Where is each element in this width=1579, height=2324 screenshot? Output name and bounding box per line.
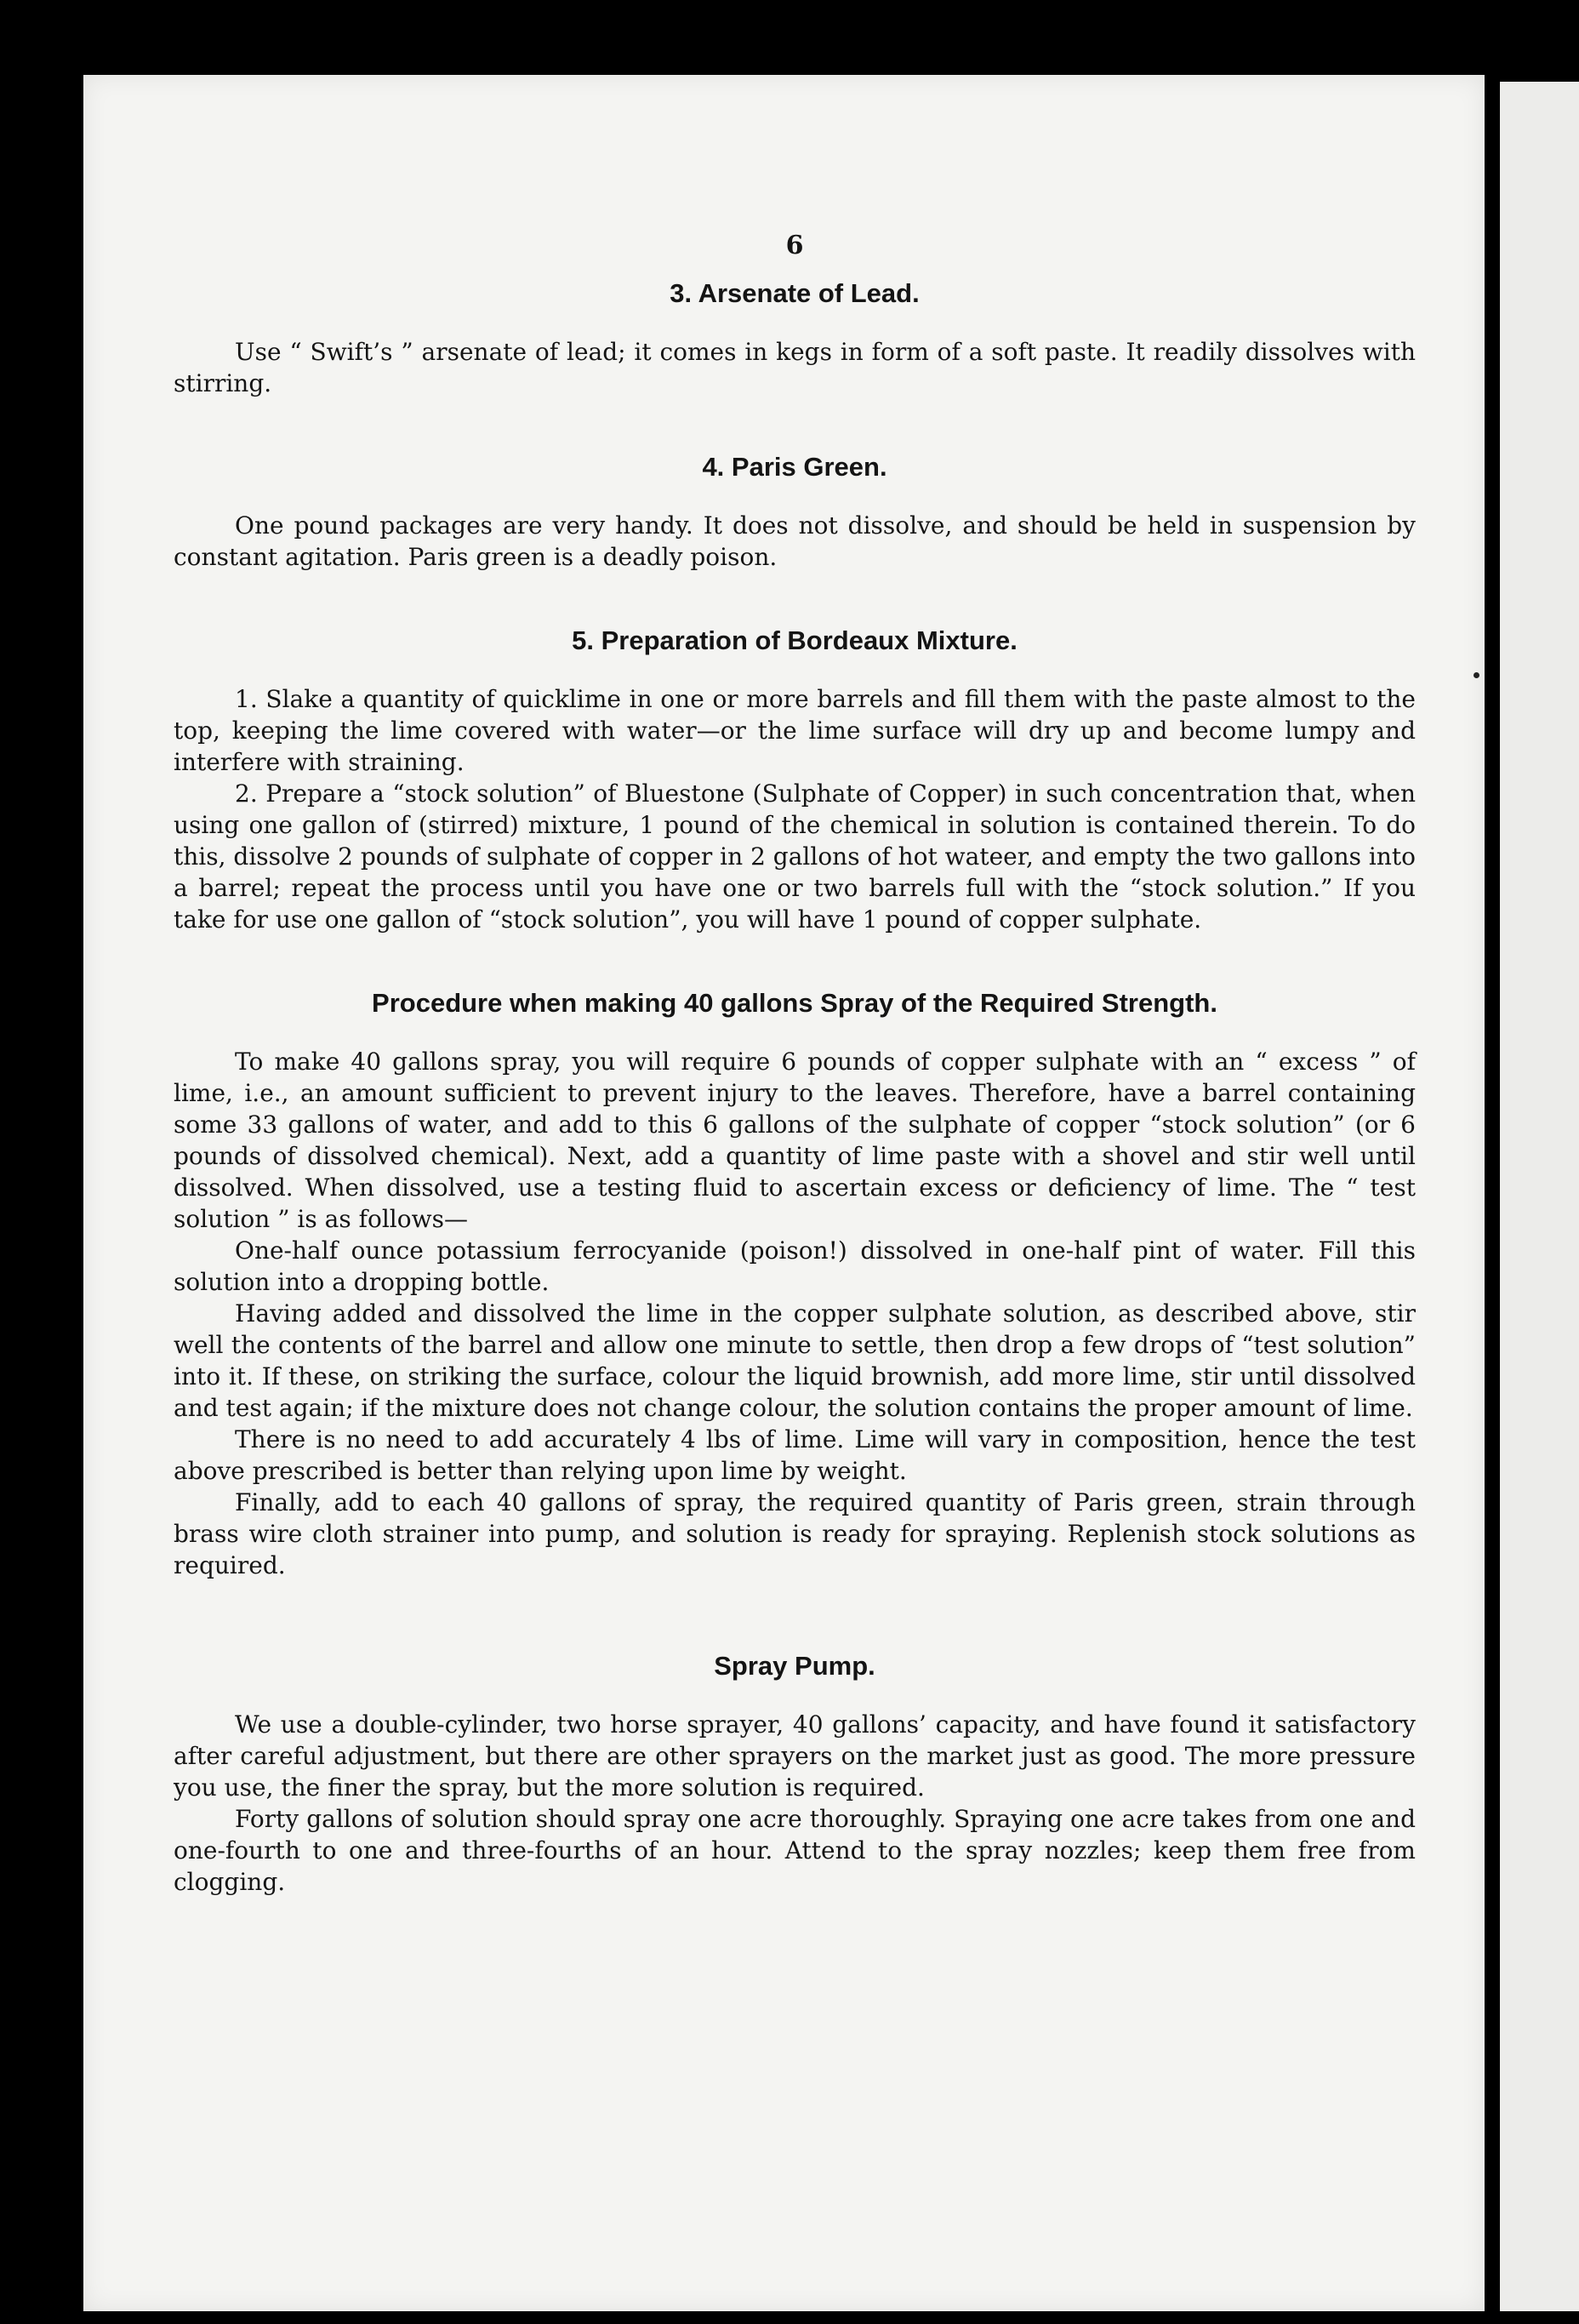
section-bordeaux-mixture [174, 624, 1416, 935]
paragraph: We use a double-cylinder, two horse sprayer, 40 gallons’ capacity, and have found it satisfactory after careful adjustment, but there are other sprayers on the market just as good. The more pressure you use, the finer the spray, but the more solution is required. [174, 1710, 1416, 1802]
paragraph: One pound packages are very handy. It does not dissolve, and should be held in suspension by constant agitation. Paris green is a deadly poison. [174, 511, 1416, 571]
section-procedure [174, 986, 1416, 1581]
paragraph: One-half ounce potassium ferrocyanide (poison!) dissolved in one-half pint of water. Fill this solution into a dropping bottle. [174, 1236, 1416, 1296]
page-content [174, 230, 1416, 1898]
adjacent-page-edge [1500, 82, 1579, 2311]
page-number: 6 [785, 231, 804, 260]
scan-speck [1474, 672, 1479, 678]
section-heading: 3. Arsenate of Lead. [670, 278, 920, 308]
section-paris-green [174, 450, 1416, 573]
paragraph: There is no need to add accurately 4 lbs of lime. Lime will vary in composition, hence the test above prescribed is better than relying upon lime by weight. [174, 1425, 1416, 1485]
paragraph: 2. Prepare a “stock solution” of Bluestone (Sulphate of Copper) in such concentration that, when using one gallon of (stirred) mixture, 1 pound of the chemical in solution is contained therein. To do this, dissolve 2 pounds of sulphate of copper in 2 gallons of hot wateer, and empty the two gallons into a barrel; repeat the process until you have one or two barrels full with the “stock solution.” If you take for use one gallon of “stock solution”, you will have 1 pound of copper sulphate. [174, 779, 1416, 934]
paragraph: Forty gallons of solution should spray one acre thoroughly. Spraying one acre takes from one and one-fourth to one and three-fourths of an hour. Attend to the spray nozzles; keep them free from clogging. [174, 1805, 1416, 1896]
paragraph: To make 40 gallons spray, you will require 6 pounds of copper sulphate with an “ excess ” of lime, i.e., an amount sufficient to prevent injury to the leaves. Therefore, have a barrel containing some 33 gallons of water, and add to this 6 gallons of the sulphate of copper “stock solution” (or 6 pounds of dissolved chemical). Next, add a quantity of lime paste with a shovel and stir well until dissolved. When dissolved, use a testing fluid to ascertain excess or deficiency of lime. The “ test solution ” is as follows— [174, 1048, 1416, 1233]
paragraph: Having added and dissolved the lime in the copper sulphate solution, as described above, stir well the contents of the barrel and allow one minute to settle, then drop a few drops of “test solution” into it. If these, on striking the surface, colour the liquid brownish, add more lime, stir until dissolved and test again; if the mixture does not change colour, the solution contains the proper amount of lime. [174, 1299, 1416, 1422]
section-heading: 4. Paris Green. [702, 452, 887, 482]
section-heading: 5. Preparation of Bordeaux Mixture. [572, 625, 1018, 655]
section-heading: Procedure when making 40 gallons Spray of the Required Strength. [372, 988, 1217, 1018]
paragraph: Use “ Swift’s ” arsenate of lead; it comes in kegs in form of a soft paste. It readily dissolves with stirring. [174, 338, 1416, 397]
section-heading: Spray Pump. [714, 1651, 875, 1681]
paragraph: Finally, add to each 40 gallons of spray, the required quantity of Paris green, strain through brass wire cloth strainer into pump, and solution is ready for spraying. Replenish stock solutions as required. [174, 1488, 1416, 1579]
section-arsenate-of-lead [174, 277, 1416, 399]
section-spray-pump [174, 1649, 1416, 1898]
paragraph: 1. Slake a quantity of quicklime in one or more barrels and fill them with the paste almost to the top, keeping the lime covered with water—or the lime surface will dry up and become lumpy and interfere with straining. [174, 685, 1416, 776]
